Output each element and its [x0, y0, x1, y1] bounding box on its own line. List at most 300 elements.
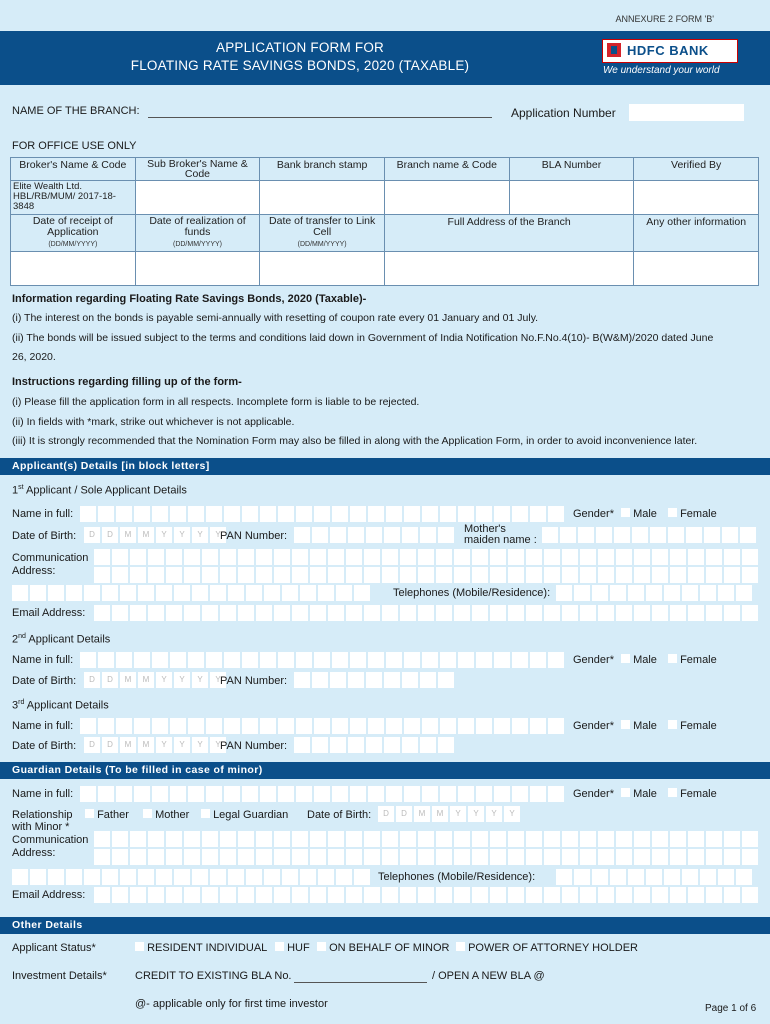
bla-number-line[interactable] [294, 982, 427, 983]
char-box[interactable] [192, 869, 208, 885]
char-box[interactable] [476, 718, 492, 734]
char-box[interactable] [274, 887, 290, 903]
char-box[interactable] [628, 869, 644, 885]
mother-option[interactable] [143, 809, 189, 821]
dob-char-box[interactable]: M [120, 672, 136, 688]
char-box[interactable] [616, 849, 632, 865]
dob-char-box[interactable]: Y [192, 672, 208, 688]
char-box[interactable] [718, 585, 734, 601]
char-box[interactable] [156, 869, 172, 885]
char-box[interactable] [328, 831, 344, 847]
bla-number-field[interactable] [509, 181, 634, 215]
char-box[interactable] [170, 786, 186, 802]
male-option-2[interactable] [621, 654, 657, 666]
pan-boxes-1[interactable] [294, 527, 456, 543]
char-box[interactable] [512, 718, 528, 734]
char-box[interactable] [436, 831, 452, 847]
subbroker-field[interactable] [135, 181, 260, 215]
char-box[interactable] [242, 718, 258, 734]
char-box[interactable] [616, 831, 632, 847]
char-box[interactable] [346, 887, 362, 903]
char-box[interactable] [184, 849, 200, 865]
char-box[interactable] [548, 718, 564, 734]
char-box[interactable] [512, 506, 528, 522]
char-box[interactable] [238, 849, 254, 865]
char-box[interactable] [574, 585, 590, 601]
char-box[interactable] [112, 567, 128, 583]
char-box[interactable] [736, 869, 752, 885]
char-box[interactable] [94, 887, 110, 903]
char-box[interactable] [328, 605, 344, 621]
char-box[interactable] [736, 585, 752, 601]
name-boxes-1[interactable] [80, 506, 566, 522]
char-box[interactable] [548, 786, 564, 802]
dob-boxes-3[interactable] [84, 737, 228, 753]
dob-char-box[interactable]: D [102, 527, 118, 543]
char-box[interactable] [346, 567, 362, 583]
char-box[interactable] [202, 549, 218, 565]
char-box[interactable] [578, 527, 594, 543]
char-box[interactable] [544, 605, 560, 621]
char-box[interactable] [350, 652, 366, 668]
char-box[interactable] [310, 849, 326, 865]
char-box[interactable] [634, 831, 650, 847]
char-box[interactable] [348, 527, 364, 543]
char-box[interactable] [420, 737, 436, 753]
char-box[interactable] [242, 506, 258, 522]
char-box[interactable] [296, 506, 312, 522]
char-box[interactable] [300, 869, 316, 885]
char-box[interactable] [670, 831, 686, 847]
char-box[interactable] [562, 567, 578, 583]
char-box[interactable] [224, 652, 240, 668]
char-box[interactable] [400, 549, 416, 565]
guardian-address-c[interactable] [12, 869, 372, 885]
male-option-3[interactable] [621, 720, 657, 732]
char-box[interactable] [742, 567, 758, 583]
branch-name-line[interactable] [148, 117, 492, 118]
char-box[interactable] [94, 605, 110, 621]
char-box[interactable] [130, 567, 146, 583]
address-boxes-1a[interactable] [94, 549, 760, 565]
char-box[interactable] [476, 786, 492, 802]
char-box[interactable] [84, 585, 100, 601]
name-boxes-3[interactable] [80, 718, 566, 734]
char-box[interactable] [296, 718, 312, 734]
char-box[interactable] [364, 549, 380, 565]
transfer-date-field[interactable] [260, 252, 385, 286]
char-box[interactable] [246, 869, 262, 885]
char-box[interactable] [292, 549, 308, 565]
char-box[interactable] [688, 887, 704, 903]
char-box[interactable] [508, 567, 524, 583]
resident-checkbox[interactable] [135, 942, 144, 951]
char-box[interactable] [404, 652, 420, 668]
char-box[interactable] [526, 887, 542, 903]
other-info-field[interactable] [634, 252, 759, 286]
char-box[interactable] [116, 652, 132, 668]
char-box[interactable] [238, 605, 254, 621]
char-box[interactable] [166, 849, 182, 865]
char-box[interactable] [138, 585, 154, 601]
char-box[interactable] [112, 831, 128, 847]
char-box[interactable] [454, 567, 470, 583]
char-box[interactable] [544, 549, 560, 565]
char-box[interactable] [98, 786, 114, 802]
char-box[interactable] [314, 786, 330, 802]
char-box[interactable] [634, 605, 650, 621]
char-box[interactable] [202, 567, 218, 583]
guardian-email-boxes[interactable] [94, 887, 760, 903]
char-box[interactable] [328, 887, 344, 903]
char-box[interactable] [436, 605, 452, 621]
char-box[interactable] [526, 549, 542, 565]
receipt-date-field[interactable] [11, 252, 136, 286]
char-box[interactable] [490, 567, 506, 583]
char-box[interactable] [742, 605, 758, 621]
char-box[interactable] [404, 718, 420, 734]
char-box[interactable] [670, 605, 686, 621]
male-option-1[interactable] [621, 508, 657, 520]
char-box[interactable] [616, 549, 632, 565]
char-box[interactable] [130, 605, 146, 621]
poa-checkbox[interactable] [456, 942, 465, 951]
char-box[interactable] [384, 737, 400, 753]
char-box[interactable] [526, 831, 542, 847]
guardian-name-boxes[interactable] [80, 786, 566, 802]
char-box[interactable] [404, 506, 420, 522]
dob-char-box[interactable]: M [138, 737, 154, 753]
char-box[interactable] [598, 549, 614, 565]
char-box[interactable] [98, 652, 114, 668]
char-box[interactable] [634, 887, 650, 903]
char-box[interactable] [562, 831, 578, 847]
char-box[interactable] [148, 887, 164, 903]
char-box[interactable] [454, 831, 470, 847]
char-box[interactable] [202, 605, 218, 621]
char-box[interactable] [94, 849, 110, 865]
char-box[interactable] [436, 887, 452, 903]
char-box[interactable] [152, 786, 168, 802]
char-box[interactable] [368, 718, 384, 734]
char-box[interactable] [30, 585, 46, 601]
char-box[interactable] [138, 869, 154, 885]
char-box[interactable] [688, 567, 704, 583]
char-box[interactable] [300, 585, 316, 601]
female-option-3[interactable] [668, 720, 717, 732]
dob-char-box[interactable]: D [84, 737, 100, 753]
status-minor[interactable] [317, 942, 449, 954]
char-box[interactable] [148, 831, 164, 847]
char-box[interactable] [66, 869, 82, 885]
char-box[interactable] [364, 831, 380, 847]
char-box[interactable] [634, 567, 650, 583]
char-box[interactable] [494, 506, 510, 522]
char-box[interactable] [724, 567, 740, 583]
char-box[interactable] [260, 506, 276, 522]
address-boxes-1b[interactable] [94, 567, 760, 583]
char-box[interactable] [310, 831, 326, 847]
char-box[interactable] [382, 849, 398, 865]
char-box[interactable] [166, 605, 182, 621]
char-box[interactable] [242, 786, 258, 802]
char-box[interactable] [12, 585, 28, 601]
char-box[interactable] [148, 549, 164, 565]
char-box[interactable] [418, 567, 434, 583]
dob-boxes-1[interactable] [84, 527, 228, 543]
char-box[interactable] [310, 605, 326, 621]
char-box[interactable] [384, 672, 400, 688]
char-box[interactable] [542, 527, 558, 543]
char-box[interactable] [616, 605, 632, 621]
dob-char-box[interactable]: Y [504, 806, 520, 822]
char-box[interactable] [312, 672, 328, 688]
char-box[interactable] [634, 849, 650, 865]
char-box[interactable] [724, 605, 740, 621]
dob-char-box[interactable]: Y [156, 737, 172, 753]
char-box[interactable] [418, 849, 434, 865]
dob-char-box[interactable]: D [84, 527, 100, 543]
char-box[interactable] [256, 831, 272, 847]
char-box[interactable] [632, 527, 648, 543]
char-box[interactable] [330, 672, 346, 688]
char-box[interactable] [134, 506, 150, 522]
char-box[interactable] [400, 831, 416, 847]
char-box[interactable] [494, 718, 510, 734]
char-box[interactable] [228, 869, 244, 885]
char-box[interactable] [742, 887, 758, 903]
female-option-2[interactable] [668, 654, 717, 666]
char-box[interactable] [742, 549, 758, 565]
char-box[interactable] [294, 737, 310, 753]
char-box[interactable] [652, 831, 668, 847]
guardian-female-option[interactable] [668, 788, 717, 800]
char-box[interactable] [526, 849, 542, 865]
char-box[interactable] [228, 585, 244, 601]
char-box[interactable] [616, 567, 632, 583]
char-box[interactable] [130, 887, 146, 903]
char-box[interactable] [472, 549, 488, 565]
app-number-field[interactable] [629, 104, 744, 121]
char-box[interactable] [718, 869, 734, 885]
char-box[interactable] [336, 585, 352, 601]
char-box[interactable] [112, 549, 128, 565]
char-box[interactable] [422, 506, 438, 522]
verified-by-field[interactable] [634, 181, 759, 215]
char-box[interactable] [256, 549, 272, 565]
char-box[interactable] [476, 652, 492, 668]
char-box[interactable] [610, 585, 626, 601]
char-box[interactable] [706, 849, 722, 865]
char-box[interactable] [336, 869, 352, 885]
char-box[interactable] [438, 527, 454, 543]
char-box[interactable] [314, 718, 330, 734]
char-box[interactable] [580, 605, 596, 621]
char-box[interactable] [328, 549, 344, 565]
char-box[interactable] [260, 652, 276, 668]
char-box[interactable] [256, 605, 272, 621]
dob-char-box[interactable]: Y [210, 527, 226, 543]
char-box[interactable] [282, 869, 298, 885]
char-box[interactable] [134, 652, 150, 668]
char-box[interactable] [350, 786, 366, 802]
char-box[interactable] [706, 549, 722, 565]
guardian-address-a[interactable] [94, 831, 760, 847]
char-box[interactable] [220, 887, 236, 903]
char-box[interactable] [494, 652, 510, 668]
char-box[interactable] [242, 652, 258, 668]
char-box[interactable] [368, 652, 384, 668]
minor-checkbox[interactable] [317, 942, 326, 951]
guardian-dob-boxes[interactable] [378, 806, 522, 822]
char-box[interactable] [508, 849, 524, 865]
char-box[interactable] [382, 887, 398, 903]
char-box[interactable] [402, 672, 418, 688]
dob-char-box[interactable]: D [84, 672, 100, 688]
char-box[interactable] [418, 605, 434, 621]
char-box[interactable] [454, 549, 470, 565]
char-box[interactable] [148, 605, 164, 621]
char-box[interactable] [476, 506, 492, 522]
char-box[interactable] [688, 849, 704, 865]
char-box[interactable] [458, 718, 474, 734]
char-box[interactable] [264, 869, 280, 885]
char-box[interactable] [314, 506, 330, 522]
char-box[interactable] [454, 887, 470, 903]
char-box[interactable] [184, 567, 200, 583]
char-box[interactable] [354, 585, 370, 601]
char-box[interactable] [332, 786, 348, 802]
char-box[interactable] [706, 831, 722, 847]
mother-name-boxes[interactable] [542, 527, 758, 543]
char-box[interactable] [188, 506, 204, 522]
char-box[interactable] [206, 652, 222, 668]
char-box[interactable] [700, 585, 716, 601]
char-box[interactable] [404, 786, 420, 802]
char-box[interactable] [348, 672, 364, 688]
char-box[interactable] [366, 527, 382, 543]
char-box[interactable] [116, 718, 132, 734]
char-box[interactable] [184, 605, 200, 621]
char-box[interactable] [260, 786, 276, 802]
char-box[interactable] [508, 549, 524, 565]
char-box[interactable] [544, 849, 560, 865]
char-box[interactable] [48, 869, 64, 885]
char-box[interactable] [458, 786, 474, 802]
char-box[interactable] [440, 786, 456, 802]
char-box[interactable] [670, 887, 686, 903]
char-box[interactable] [148, 567, 164, 583]
dob-char-box[interactable]: D [378, 806, 394, 822]
pan-boxes-2[interactable] [294, 672, 456, 688]
char-box[interactable] [312, 527, 328, 543]
char-box[interactable] [382, 831, 398, 847]
char-box[interactable] [652, 605, 668, 621]
char-box[interactable] [328, 567, 344, 583]
char-box[interactable] [706, 567, 722, 583]
char-box[interactable] [318, 869, 334, 885]
char-box[interactable] [688, 605, 704, 621]
char-box[interactable] [260, 718, 276, 734]
char-box[interactable] [418, 887, 434, 903]
char-box[interactable] [220, 831, 236, 847]
char-box[interactable] [94, 567, 110, 583]
char-box[interactable] [364, 887, 380, 903]
char-box[interactable] [652, 849, 668, 865]
char-box[interactable] [202, 831, 218, 847]
char-box[interactable] [490, 849, 506, 865]
dob-char-box[interactable]: Y [156, 527, 172, 543]
char-box[interactable] [282, 585, 298, 601]
char-box[interactable] [174, 869, 190, 885]
dob-char-box[interactable]: Y [174, 672, 190, 688]
char-box[interactable] [130, 831, 146, 847]
char-box[interactable] [350, 506, 366, 522]
male-checkbox[interactable] [621, 720, 630, 729]
stamp-field[interactable] [260, 181, 385, 215]
char-box[interactable] [238, 549, 254, 565]
char-box[interactable] [278, 786, 294, 802]
char-box[interactable] [386, 652, 402, 668]
char-box[interactable] [490, 605, 506, 621]
female-checkbox[interactable] [668, 654, 677, 663]
char-box[interactable] [292, 567, 308, 583]
char-box[interactable] [166, 549, 182, 565]
char-box[interactable] [422, 718, 438, 734]
char-box[interactable] [98, 718, 114, 734]
char-box[interactable] [368, 506, 384, 522]
char-box[interactable] [580, 887, 596, 903]
dob-char-box[interactable]: Y [468, 806, 484, 822]
char-box[interactable] [386, 718, 402, 734]
char-box[interactable] [224, 786, 240, 802]
guardian-address-b[interactable] [94, 849, 760, 865]
char-box[interactable] [646, 869, 662, 885]
char-box[interactable] [220, 605, 236, 621]
char-box[interactable] [650, 527, 666, 543]
char-box[interactable] [332, 718, 348, 734]
char-box[interactable] [294, 672, 310, 688]
char-box[interactable] [512, 786, 528, 802]
char-box[interactable] [580, 849, 596, 865]
char-box[interactable] [348, 737, 364, 753]
char-box[interactable] [526, 605, 542, 621]
dob-char-box[interactable]: M [414, 806, 430, 822]
char-box[interactable] [422, 786, 438, 802]
char-box[interactable] [454, 605, 470, 621]
char-box[interactable] [148, 849, 164, 865]
char-box[interactable] [436, 567, 452, 583]
female-checkbox[interactable] [668, 788, 677, 797]
char-box[interactable] [508, 831, 524, 847]
char-box[interactable] [724, 549, 740, 565]
char-box[interactable] [530, 718, 546, 734]
char-box[interactable] [366, 672, 382, 688]
female-option-1[interactable] [668, 508, 717, 520]
full-address-field[interactable] [384, 252, 633, 286]
char-box[interactable] [490, 831, 506, 847]
char-box[interactable] [438, 672, 454, 688]
char-box[interactable] [120, 585, 136, 601]
char-box[interactable] [458, 652, 474, 668]
char-box[interactable] [704, 527, 720, 543]
dob-char-box[interactable]: M [138, 527, 154, 543]
char-box[interactable] [256, 887, 272, 903]
dob-char-box[interactable]: Y [450, 806, 466, 822]
char-box[interactable] [598, 605, 614, 621]
char-box[interactable] [210, 869, 226, 885]
char-box[interactable] [436, 549, 452, 565]
